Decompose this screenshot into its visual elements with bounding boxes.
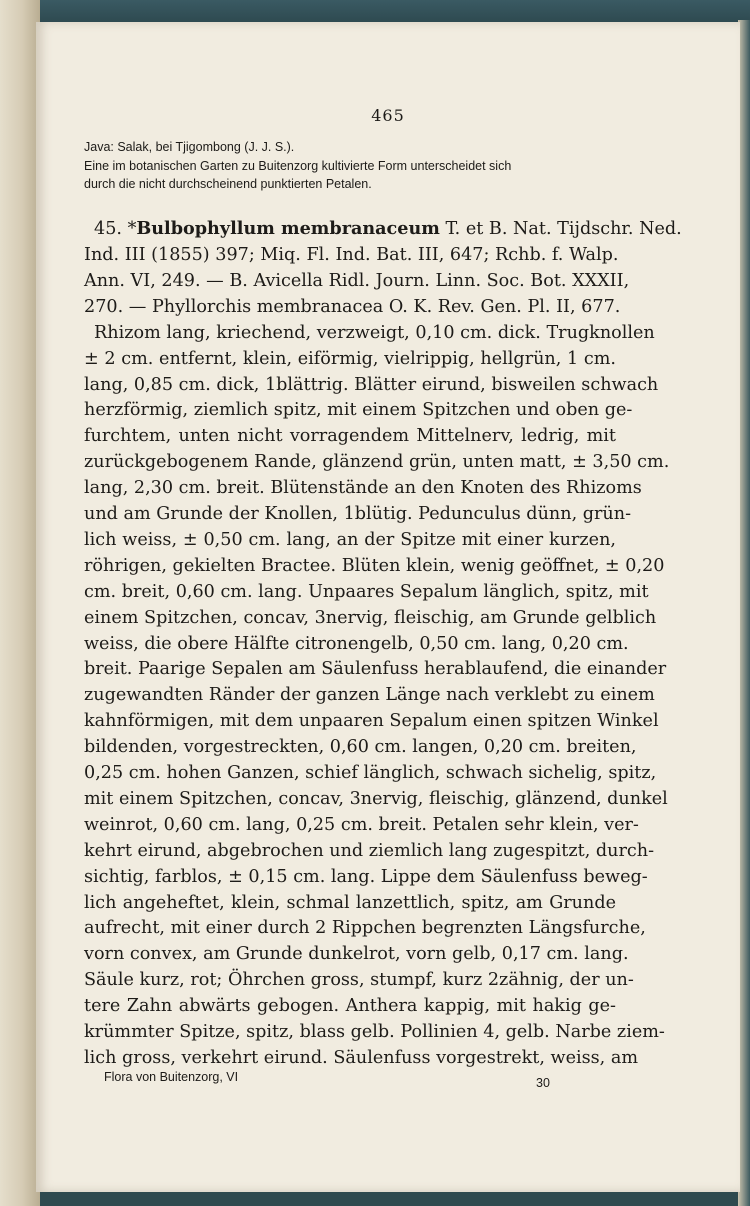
text-line: zugewandten Ränder der ganzen Länge nach verklebt zu einem: [84, 685, 655, 706]
text-line: Ind. III (1855) 397; Miq. Fl. Ind. Bat. III, 647; Rchb. f. Walp.: [84, 245, 619, 265]
text-line: mit einem Spitzchen, concav, 3nervig, fleischig, glänzend, dunkel: [84, 788, 668, 809]
text-line: lang, 2,30 cm. breit. Blütenstände an den Knoten des Rhizoms: [84, 478, 642, 499]
text-line: lich angeheftet, klein, schmal lanzettlich, spitz, am Grunde: [84, 892, 616, 913]
text-line: aufrecht, mit einer durch 2 Rippchen begrenzten Längsfurche,: [84, 918, 646, 939]
text-line: Ann. VI, 249. — B. Avicella Ridl. Journ. Linn. Soc. Bot. XXXII,: [84, 270, 630, 291]
text-line: weinrot, 0,60 cm. lang, 0,25 cm. breit. Petalen sehr klein, ver-: [84, 814, 639, 835]
text-line: lich gross, verkehrt eirund. Säulenfuss vorgestrekt, weiss, am: [84, 1047, 639, 1068]
page-number: 465: [371, 106, 405, 125]
form-note-line-1: Eine im botanischen Garten zu Buitenzorg kultivierte Form unterscheidet sich: [84, 159, 512, 173]
text-line: sichtig, farblos, ± 0,15 cm. lang. Lippe dem Säulenfuss beweg-: [84, 866, 648, 887]
text-line: Rhizom lang, kriechend, verzweigt, 0,10 cm. dick. Trugknollen: [94, 322, 655, 343]
form-note-line-2: durch die nicht durchscheinend punktierten Petalen.: [84, 177, 372, 191]
locality-note: Java: Salak, bei Tjigombong (J. J. S.).: [84, 140, 295, 154]
text-line: kehrt eirund, abgebrochen und ziemlich lang zugespitzt, durch-: [84, 840, 655, 861]
text-line: cm. breit, 0,60 cm. lang. Unpaares Sepalum länglich, spitz, mit: [84, 581, 649, 602]
footer-title: Flora von Buitenzorg, VI: [104, 1070, 239, 1084]
text-line: und am Grunde der Knollen, 1blütig. Pedunculus dünn, grün-: [84, 504, 632, 524]
text-line: einem Spitzchen, concav, 3nervig, fleischig, am Grunde gelblich: [84, 607, 657, 628]
text-line: breit. Paarige Sepalen am Säulenfuss herablaufend, die einander: [84, 659, 667, 680]
text-line: 0,25 cm. hohen Ganzen, schief länglich, schwach sichelig, spitz,: [84, 763, 657, 783]
book-binding: [0, 0, 40, 1206]
signature-mark: 30: [536, 1076, 550, 1090]
text-line: krümmter Spitze, spitz, blass gelb. Pollinien 4, gelb. Narbe ziem-: [84, 1022, 665, 1042]
text-line: lang, 0,85 cm. dick, 1blättrig. Blätter eirund, bisweilen schwach: [84, 374, 659, 395]
text-line: bildenden, vorgestreckten, 0,60 cm. langen, 0,20 cm. breiten,: [84, 737, 637, 758]
text-line: vorn convex, am Grunde dunkelrot, vorn gelb, 0,17 cm. lang.: [84, 944, 629, 965]
entry-citation: T. et B. Nat. Tijdschr. Ned.: [439, 219, 682, 239]
entry-number: 45. *: [94, 219, 137, 239]
text-line: ± 2 cm. entfernt, klein, eiförmig, vielrippig, hellgrün, 1 cm.: [84, 348, 616, 369]
text-line: herzförmig, ziemlich spitz, mit einem Spitzchen und oben ge-: [84, 400, 633, 421]
entry-heading: [94, 218, 682, 240]
text-line: lich weiss, ± 0,50 cm. lang, an der Spitze mit einer kurzen,: [84, 529, 616, 550]
text-line: furchtem, unten nicht vorragendem Mittelnerv, ledrig, mit: [84, 426, 616, 447]
text-line: weiss, die obere Hälfte citronengelb, 0,50 cm. lang, 0,20 cm.: [84, 633, 629, 654]
text-line: röhrigen, gekielten Bractee. Blüten klein, wenig geöffnet, ± 0,20: [84, 555, 665, 576]
text-line: 270. — Phyllorchis membranacea O. K. Rev. Gen. Pl. II, 677.: [84, 296, 621, 317]
text-line: kahnförmigen, mit dem unpaaren Sepalum einen spitzen Winkel: [84, 711, 659, 732]
book-page: [36, 22, 740, 1192]
text-line: zurückgebogenem Rande, glänzend grün, unten matt, ± 3,50 cm.: [84, 452, 670, 473]
text-line: tere Zahn abwärts gebogen. Anthera kappig, mit hakig ge-: [84, 996, 616, 1017]
text-line: Säule kurz, rot; Öhrchen gross, stumpf, kurz 2zähnig, der un-: [84, 970, 634, 991]
species-name: Bulbophyllum membranaceum: [136, 218, 440, 239]
